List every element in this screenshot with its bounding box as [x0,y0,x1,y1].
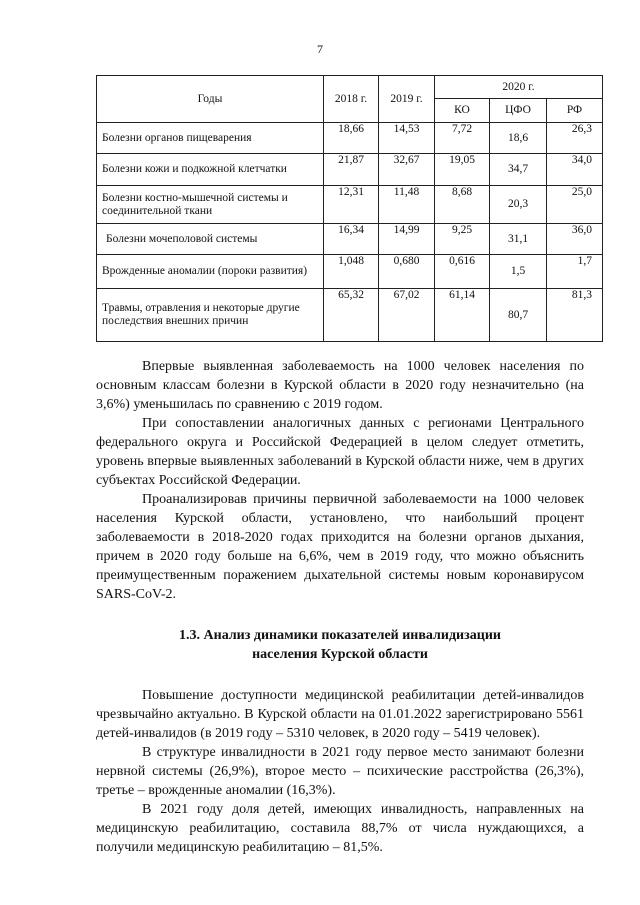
cell-ko: 61,14 [435,289,490,342]
cell-rf: 34,0 [547,154,603,186]
page-number: 7 [317,42,323,56]
header-2019: 2019 г. [379,76,435,123]
header-ko: КО [435,99,490,123]
row-label: Болезни кожи и подкожной клетчатки [97,154,324,186]
row-label: Болезни костно-мышечной системы и соединительной ткани [97,186,324,224]
row-label: Травмы, отравления и некоторые другие последствия внешних причин [97,289,324,342]
cell-cfo: 34,7 [490,154,547,186]
paragraph: В 2021 году доля детей, имеющих инвалидность, направленных на медицинскую реабилитацию, составила 88,7% от числа нуждающихся, а получили медицинскую реабилитацию – 81,5%. [96,802,584,855]
cell-ko: 19,05 [435,154,490,186]
table-row [97,123,603,154]
cell-rf: 81,3 [547,289,603,342]
cell-2018: 21,87 [324,154,379,186]
section-heading-line1: 1.3. Анализ динамики показателей инвалидизации [179,628,501,643]
cell-2018: 65,32 [324,289,379,342]
paragraph: Проанализировав причины первичной заболеваемости на 1000 человек населения Курской области, установлено, что наибольший процент заболеваемости в 2018-2020 годах приходится на болезни органов дыхания, причем в 2020 году больше на 6,6%, чем в 2019 году, что можно объяснить преимущественным поражением дыхательной системы новым коронавирусом SARS-CoV-2. [96,492,584,602]
cell-ko: 8,68 [435,186,490,224]
cell-ko: 0,616 [435,255,490,289]
row-label: Врожденные аномалии (пороки развития) [97,255,324,289]
cell-2018: 16,34 [324,224,379,255]
cell-ko: 9,25 [435,224,490,255]
cell-2019: 14,53 [379,123,435,154]
header-rf: РФ [547,99,603,123]
header-cfo: ЦФО [490,99,547,123]
cell-cfo: 80,7 [490,289,547,342]
table-row [97,186,603,224]
cell-2018: 12,31 [324,186,379,224]
cell-2019: 0,680 [379,255,435,289]
table-row [97,289,603,342]
cell-2018: 18,66 [324,123,379,154]
cell-cfo: 20,3 [490,186,547,224]
cell-ko: 7,72 [435,123,490,154]
cell-rf: 25,0 [547,186,603,224]
paragraph: При сопоставлении аналогичных данных с регионами Центрального федерального округа и Российской Федерацией в целом следует отметить, уровень впервые выявленных заболеваний в Курской области ниже, чем в других субъектах Российской Федерации. [96,416,584,488]
row-label: Болезни мочеполовой системы [97,224,324,255]
row-label: Болезни органов пищеварения [97,123,324,154]
cell-2018: 1,048 [324,255,379,289]
section-heading-line2: населения Курской области [252,647,428,662]
cell-rf: 1,7 [547,255,603,289]
cell-2019: 11,48 [379,186,435,224]
morbidity-table [96,75,603,342]
cell-cfo: 31,1 [490,224,547,255]
table-row [97,154,603,186]
cell-2019: 67,02 [379,289,435,342]
cell-2019: 14,99 [379,224,435,255]
paragraph: Впервые выявленная заболеваемость на 1000 человек населения по основным классам болезни в Курской области в 2020 году незначительно (на 3,6%) уменьшилась по сравнению с 2019 годом. [96,359,584,412]
header-years: Годы [97,76,324,123]
header-2018: 2018 г. [324,76,379,123]
cell-rf: 26,3 [547,123,603,154]
cell-cfo: 1,5 [490,255,547,289]
paragraph: Повышение доступности медицинской реабилитации детей-инвалидов чрезвычайно актуально. В Курской области на 01.01.2022 зарегистрировано 5561 детей-инвалидов (в 2019 году – 5310 человек, в 2020 году – 5419 человек). [96,688,584,741]
cell-2019: 32,67 [379,154,435,186]
cell-cfo: 18,6 [490,123,547,154]
table-row [97,255,603,289]
section-heading [96,626,584,664]
body-text [96,357,584,857]
cell-rf: 36,0 [547,224,603,255]
table-row [97,224,603,255]
paragraph: В структуре инвалидности в 2021 году первое место занимают болезни нервной системы (26,9%), второе место – психические расстройства (26,3%), третье – врожденные аномалии (16,3%). [96,745,584,798]
header-2020: 2020 г. [435,76,603,99]
